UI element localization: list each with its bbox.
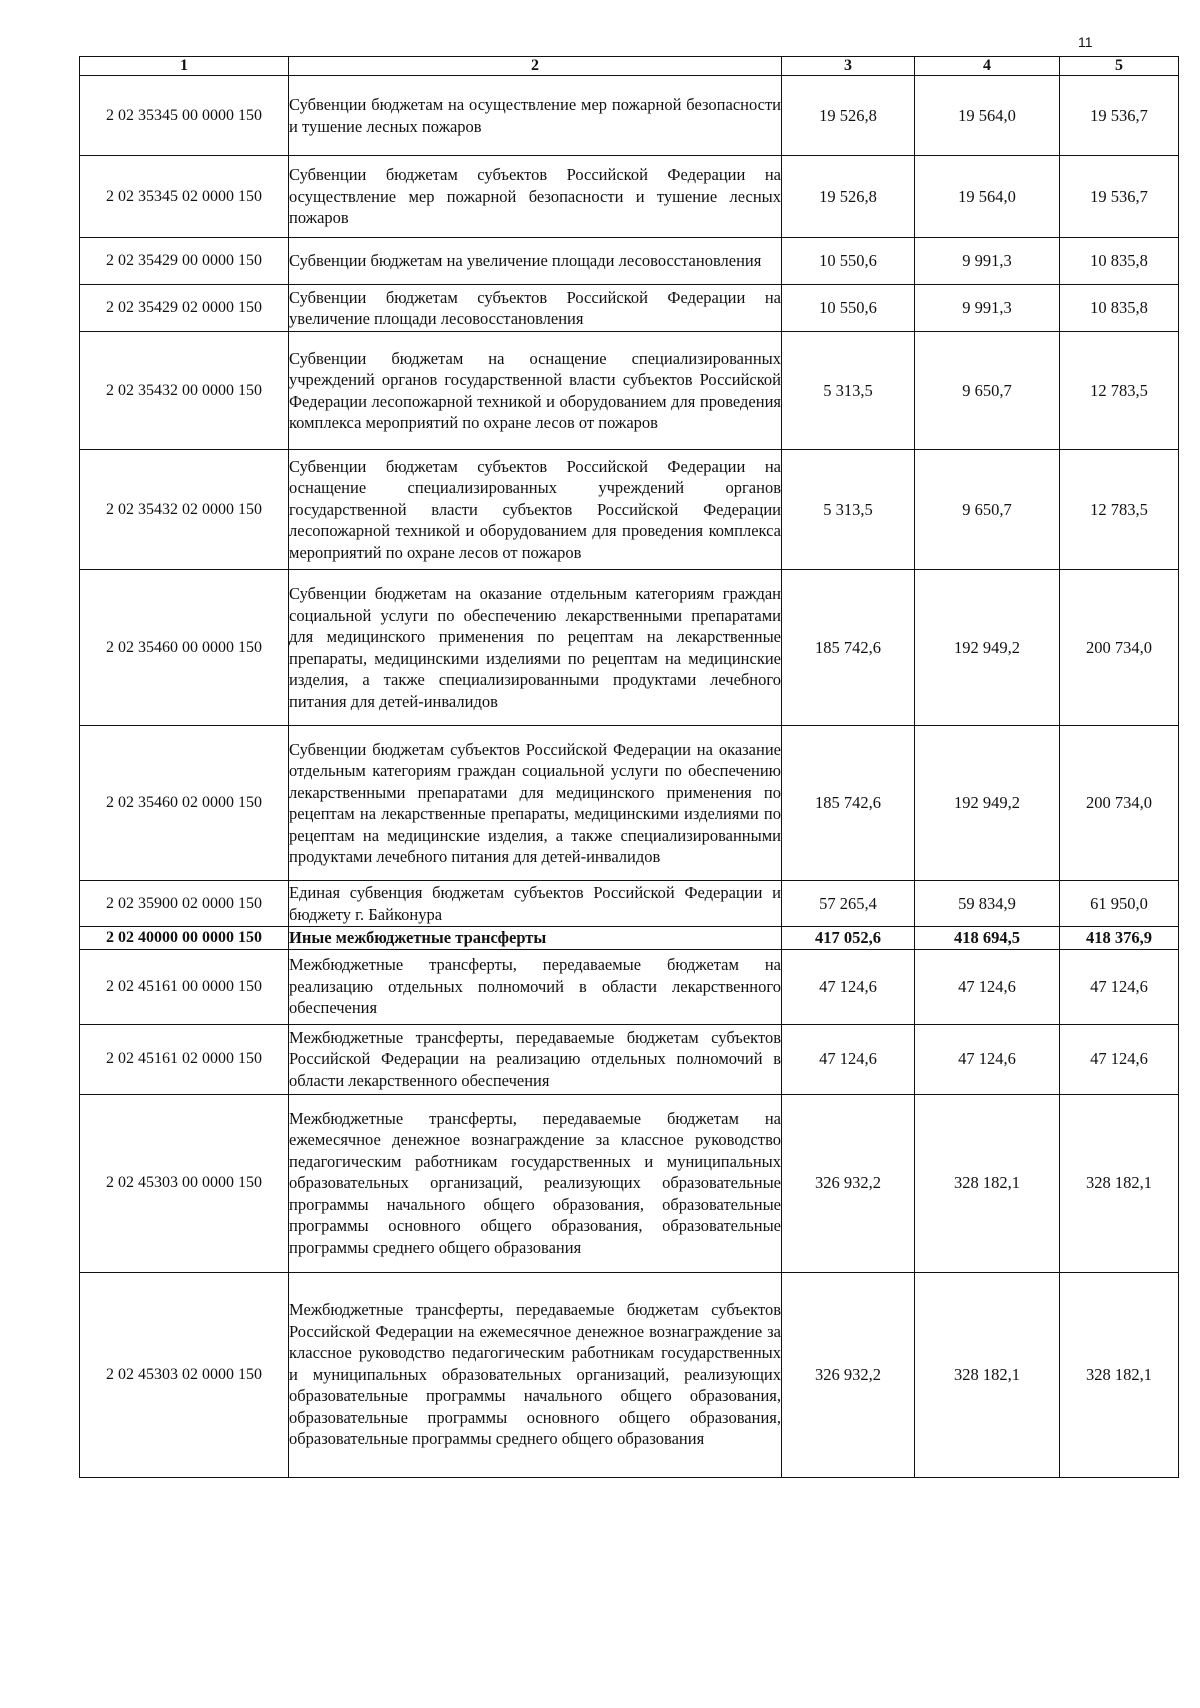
value-col-5-cell: 328 182,1 (1060, 1094, 1179, 1272)
description-cell: Межбюджетные трансферты, передаваемые бюджетам на реализацию отдельных полномочий в области лекарственного обеспечения (289, 949, 782, 1024)
description-cell: Межбюджетные трансферты, передаваемые бюджетам субъектов Российской Федерации на ежемесячное денежное вознаграждение за классное руководство педагогическим работникам государственных и муниципальных образовательных организаций, реализующих образовательные программы начального общего образования, образовательные программы основного общего образования, образовательные программы среднего общего образования (289, 1272, 782, 1477)
value-col-4-cell: 47 124,6 (915, 949, 1060, 1024)
budget-code-cell: 2 02 35345 00 0000 150 (80, 76, 289, 156)
value-col-4-cell: 9 650,7 (915, 332, 1060, 450)
description-cell: Иные межбюджетные трансферты (289, 927, 782, 950)
value-col-4-cell: 192 949,2 (915, 570, 1060, 726)
value-col-3-cell: 417 052,6 (782, 927, 915, 950)
budget-code-cell: 2 02 35429 00 0000 150 (80, 238, 289, 285)
value-col-4-cell: 9 991,3 (915, 238, 1060, 285)
value-col-3-cell: 5 313,5 (782, 450, 915, 570)
value-col-4-cell: 9 991,3 (915, 285, 1060, 332)
value-col-3-cell: 185 742,6 (782, 570, 915, 726)
value-col-5-cell: 200 734,0 (1060, 726, 1179, 881)
table-row (80, 1024, 1179, 1094)
budget-code-cell: 2 02 45161 00 0000 150 (80, 949, 289, 1024)
table-row (80, 1094, 1179, 1272)
table-row (80, 570, 1179, 726)
table-row (80, 881, 1179, 927)
table-row (80, 76, 1179, 156)
value-col-3-cell: 185 742,6 (782, 726, 915, 881)
description-cell: Субвенции бюджетам субъектов Российской Федерации на осуществление мер пожарной безопасности и тушение лесных пожаров (289, 156, 782, 238)
description-cell: Субвенции бюджетам субъектов Российской Федерации на оказание отдельным категориям граждан социальной услуги по обеспечению лекарственными препаратами для медицинского применения по рецептам на лекарственные препараты, медицинскими изделиями по рецептам на медицинские изделия, а также специализированными продуктами лечебного питания для детей-инвалидов (289, 726, 782, 881)
page-number: 11 (1078, 34, 1093, 50)
header-col-4: 4 (915, 57, 1060, 76)
value-col-5-cell: 19 536,7 (1060, 76, 1179, 156)
value-col-4-cell: 19 564,0 (915, 76, 1060, 156)
budget-code-cell: 2 02 35900 02 0000 150 (80, 881, 289, 927)
value-col-5-cell: 10 835,8 (1060, 285, 1179, 332)
header-col-1: 1 (80, 57, 289, 76)
description-cell: Субвенции бюджетам на оказание отдельным категориям граждан социальной услуги по обеспечению лекарственными препаратами для медицинского применения по рецептам на лекарственные препараты, медицинскими изделиями по рецептам на медицинские изделия, а также специализированными продуктами лечебного питания для детей-инвалидов (289, 570, 782, 726)
budget-code-cell: 2 02 35345 02 0000 150 (80, 156, 289, 238)
value-col-5-cell: 328 182,1 (1060, 1272, 1179, 1477)
value-col-5-cell: 47 124,6 (1060, 1024, 1179, 1094)
value-col-5-cell: 19 536,7 (1060, 156, 1179, 238)
budget-revenue-table (79, 56, 1179, 1478)
value-col-4-cell: 19 564,0 (915, 156, 1060, 238)
value-col-3-cell: 5 313,5 (782, 332, 915, 450)
value-col-3-cell: 326 932,2 (782, 1272, 915, 1477)
value-col-3-cell: 19 526,8 (782, 156, 915, 238)
value-col-4-cell: 328 182,1 (915, 1272, 1060, 1477)
value-col-5-cell: 10 835,8 (1060, 238, 1179, 285)
value-col-5-cell: 200 734,0 (1060, 570, 1179, 726)
value-col-3-cell: 47 124,6 (782, 1024, 915, 1094)
value-col-5-cell: 61 950,0 (1060, 881, 1179, 927)
value-col-4-cell: 9 650,7 (915, 450, 1060, 570)
header-col-5: 5 (1060, 57, 1179, 76)
description-cell: Субвенции бюджетам субъектов Российской Федерации на увеличение площади лесовосстановления (289, 285, 782, 332)
value-col-3-cell: 57 265,4 (782, 881, 915, 927)
budget-code-cell: 2 02 45303 02 0000 150 (80, 1272, 289, 1477)
table-row (80, 1272, 1179, 1477)
table-row (80, 726, 1179, 881)
header-col-2: 2 (289, 57, 782, 76)
description-cell: Субвенции бюджетам субъектов Российской Федерации на оснащение специализированных учреждений органов государственной власти субъектов Российской Федерации лесопожарной техникой и оборудованием для проведения комплекса мероприятий по охране лесов от пожаров (289, 450, 782, 570)
value-col-3-cell: 326 932,2 (782, 1094, 915, 1272)
budget-code-cell: 2 02 35460 02 0000 150 (80, 726, 289, 881)
budget-code-cell: 2 02 35432 00 0000 150 (80, 332, 289, 450)
table-row (80, 238, 1179, 285)
value-col-4-cell: 192 949,2 (915, 726, 1060, 881)
description-cell: Единая субвенция бюджетам субъектов Российской Федерации и бюджету г. Байконура (289, 881, 782, 927)
budget-code-cell: 2 02 35432 02 0000 150 (80, 450, 289, 570)
table-row (80, 450, 1179, 570)
table-header-row (80, 57, 1179, 76)
description-cell: Межбюджетные трансферты, передаваемые бюджетам на ежемесячное денежное вознаграждение за классное руководство педагогическим работникам государственных и муниципальных образовательных организаций, реализующих образовательные программы начального общего образования, образовательные программы основного общего образования, образовательные программы среднего общего образования (289, 1094, 782, 1272)
description-cell: Межбюджетные трансферты, передаваемые бюджетам субъектов Российской Федерации на реализацию отдельных полномочий в области лекарственного обеспечения (289, 1024, 782, 1094)
value-col-3-cell: 47 124,6 (782, 949, 915, 1024)
table-row (80, 927, 1179, 950)
table-row (80, 332, 1179, 450)
value-col-5-cell: 12 783,5 (1060, 332, 1179, 450)
table-row (80, 285, 1179, 332)
description-cell: Субвенции бюджетам на осуществление мер пожарной безопасности и тушение лесных пожаров (289, 76, 782, 156)
value-col-4-cell: 328 182,1 (915, 1094, 1060, 1272)
budget-code-cell: 2 02 45161 02 0000 150 (80, 1024, 289, 1094)
description-cell: Субвенции бюджетам на увеличение площади лесовосстановления (289, 238, 782, 285)
budget-code-cell: 2 02 35429 02 0000 150 (80, 285, 289, 332)
value-col-5-cell: 418 376,9 (1060, 927, 1179, 950)
budget-code-cell: 2 02 40000 00 0000 150 (80, 927, 289, 950)
value-col-3-cell: 10 550,6 (782, 285, 915, 332)
table-row (80, 156, 1179, 238)
header-col-3: 3 (782, 57, 915, 76)
value-col-4-cell: 47 124,6 (915, 1024, 1060, 1094)
description-cell: Субвенции бюджетам на оснащение специализированных учреждений органов государственной власти субъектов Российской Федерации лесопожарной техникой и оборудованием для проведения комплекса мероприятий по охране лесов от пожаров (289, 332, 782, 450)
budget-code-cell: 2 02 35460 00 0000 150 (80, 570, 289, 726)
budget-code-cell: 2 02 45303 00 0000 150 (80, 1094, 289, 1272)
value-col-4-cell: 59 834,9 (915, 881, 1060, 927)
value-col-5-cell: 12 783,5 (1060, 450, 1179, 570)
table-row (80, 949, 1179, 1024)
value-col-4-cell: 418 694,5 (915, 927, 1060, 950)
value-col-3-cell: 10 550,6 (782, 238, 915, 285)
value-col-3-cell: 19 526,8 (782, 76, 915, 156)
value-col-5-cell: 47 124,6 (1060, 949, 1179, 1024)
